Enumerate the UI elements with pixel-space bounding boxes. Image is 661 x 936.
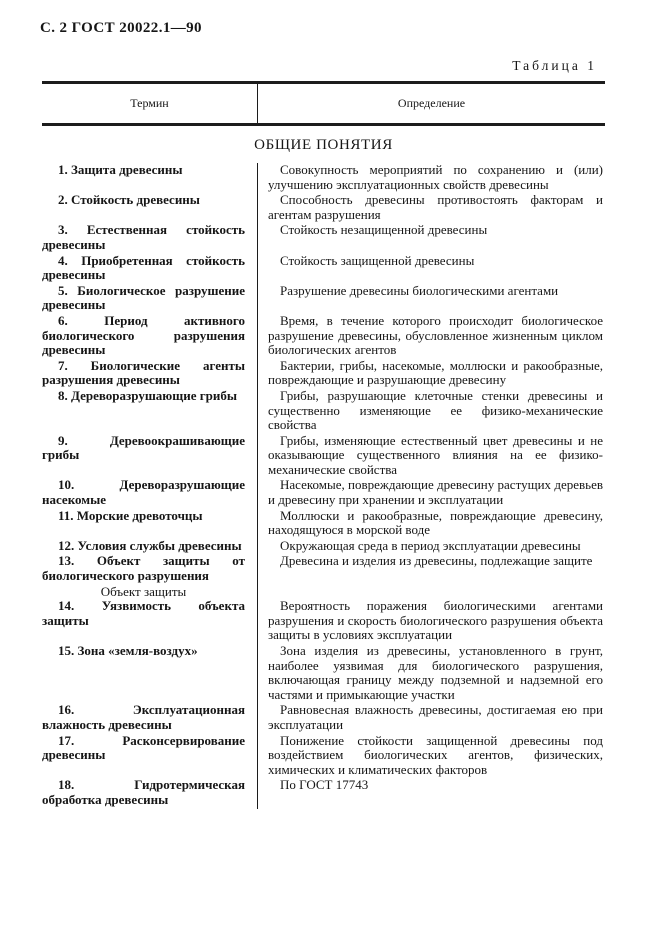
column-header-term: Термин xyxy=(42,84,258,123)
term-cell xyxy=(42,734,258,779)
term-cell xyxy=(42,193,258,223)
definition-cell xyxy=(258,254,605,284)
definition-cell xyxy=(258,734,605,779)
definition-cell xyxy=(258,359,605,389)
table-rows xyxy=(42,163,605,809)
definition-cell xyxy=(258,314,605,359)
table-row xyxy=(42,509,605,539)
definition-cell xyxy=(258,554,605,599)
table-row xyxy=(42,478,605,508)
definition-cell xyxy=(258,434,605,479)
definition-cell xyxy=(258,703,605,733)
term-cell xyxy=(42,478,258,508)
term-text: 4. Приобретенная стойкость древесины xyxy=(42,252,245,283)
term-cell xyxy=(42,223,258,253)
table-row xyxy=(42,389,605,434)
term-cell xyxy=(42,359,258,389)
term-text: 12. Условия службы древесины xyxy=(58,537,242,553)
definition-cell xyxy=(258,644,605,703)
term-cell xyxy=(42,163,258,193)
definition-cell xyxy=(258,163,605,193)
table-body xyxy=(42,126,605,809)
table-row xyxy=(42,284,605,314)
page-header: С. 2 ГОСТ 20022.1—90 xyxy=(40,20,202,36)
term-text: 10. Дереворазрушающие насекомые xyxy=(42,477,245,508)
definition-text: Грибы, изменяющие естественный цвет древесины и не оказывающие существенного влияния на ее физико-механические свойства xyxy=(268,432,603,477)
table-row xyxy=(42,599,605,644)
definition-text: По ГОСТ 17743 xyxy=(280,777,369,793)
definition-text: Древесина и изделия из древесины, подлежащие защите xyxy=(280,553,593,569)
term-text: 6. Период активного биологического разрушения древесины xyxy=(42,312,245,358)
term-text: 13. Объект защиты от биологического разрушения xyxy=(42,553,245,584)
definition-text: Разрушение древесины биологическими агентами xyxy=(280,282,559,298)
term-text: 9. Деревоокрашивающие грибы xyxy=(42,432,245,463)
table-row xyxy=(42,254,605,284)
table-label: Таблица 1 xyxy=(512,58,597,73)
definition-text: Моллюски и ракообразные, повреждающие древесину, находящуюся в морской воде xyxy=(268,507,603,538)
definition-text: Стойкость незащищенной древесины xyxy=(280,222,488,238)
definition-cell xyxy=(258,193,605,223)
term-cell xyxy=(42,254,258,284)
table-row xyxy=(42,163,605,193)
section-heading: ОБЩИЕ ПОНЯТИЯ xyxy=(254,137,393,153)
term-text: 14. Уязвимость объекта защиты xyxy=(42,598,245,628)
term-text: 3. Естественная стойкость древесины xyxy=(42,222,245,252)
definition-cell xyxy=(258,539,605,555)
term-text: 17. Расконсервирование древесины xyxy=(42,732,245,763)
table-row xyxy=(42,554,605,599)
term-text: 5. Биологическое разрушение древесины xyxy=(42,282,245,313)
table-row xyxy=(42,703,605,733)
table-row xyxy=(42,314,605,359)
term-text: 7. Биологические агенты разрушения древесины xyxy=(42,357,245,388)
definition-cell xyxy=(258,478,605,508)
definition-cell xyxy=(258,509,605,539)
term-synonym: Объект защиты xyxy=(100,583,187,599)
term-cell xyxy=(42,703,258,733)
definition-text: Зона изделия из древесины, установленного в грунт, наиболее уязвимая для биологического разрушения, включающая границу между подземной и надземной его частями и примыкающие участки xyxy=(268,643,603,702)
definition-cell xyxy=(258,778,605,808)
definition-text: Совокупность мероприятий по сохранению и (или) улучшению эксплуатационных свойств древесины xyxy=(268,162,603,192)
definition-text: Время, в течение которого происходит биологическое разрушение древесины, обусловленное жизненным циклом биологических агентов xyxy=(268,312,603,358)
definition-text: Насекомые, повреждающие древесину растущих деревьев и древесину при хранении и эксплуатации xyxy=(268,477,603,508)
definition-text: Равновесная влажность древесины, достигаемая ею при эксплуатации xyxy=(268,702,603,732)
term-cell xyxy=(42,644,258,703)
definition-text: Вероятность поражения биологическими агентами разрушения и скорость биологического разрушения объекта защиты в условиях эксплуатации xyxy=(268,598,603,643)
table-row xyxy=(42,193,605,223)
definition-cell xyxy=(258,599,605,644)
definition-text: Способность древесины противостоять факторам и агентам разрушения xyxy=(268,192,603,222)
term-text: 1. Защита древесины xyxy=(58,162,183,177)
table-row xyxy=(42,734,605,779)
definition-cell xyxy=(258,223,605,253)
term-text: 11. Морские древоточцы xyxy=(58,507,203,523)
table-row xyxy=(42,778,605,808)
column-header-definition: Определение xyxy=(397,96,466,110)
definition-text: Грибы, разрушающие клеточные стенки древесины и существенно изменяющие ее физико-механические свойства xyxy=(268,387,603,433)
definition-cell xyxy=(258,389,605,434)
term-text: 15. Зона «земля-воздух» xyxy=(58,643,198,658)
table-row xyxy=(42,644,605,703)
table-row xyxy=(42,434,605,479)
definition-text: Окружающая среда в период эксплуатации древесины xyxy=(280,537,581,553)
term-cell xyxy=(42,509,258,539)
table-row xyxy=(42,539,605,555)
table-row xyxy=(42,359,605,389)
definition-text: Бактерии, грибы, насекомые, моллюски и ракообразные, повреждающие и разрушающие древесину xyxy=(268,357,603,388)
term-cell xyxy=(42,539,258,555)
definition-cell xyxy=(258,284,605,314)
definition-text: Понижение стойкости защищенной древесины под воздействием биологических агентов, физических, химических и климатических факторов xyxy=(268,732,603,777)
term-cell xyxy=(42,314,258,359)
term-cell xyxy=(42,434,258,479)
term-text: 16. Эксплуатационная влажность древесины xyxy=(42,702,245,732)
term-cell xyxy=(42,284,258,314)
term-text: 8. Дереворазрушающие грибы xyxy=(58,387,237,403)
term-cell xyxy=(42,778,258,808)
terms-table xyxy=(42,58,605,809)
table-row xyxy=(42,223,605,253)
term-text: 18. Гидротермическая обработка древесины xyxy=(42,777,245,807)
term-cell xyxy=(42,599,258,644)
table-header-row xyxy=(42,81,605,126)
definition-text: Стойкость защищенной древесины xyxy=(280,252,475,268)
term-text: 2. Стойкость древесины xyxy=(58,192,200,208)
term-cell xyxy=(42,389,258,434)
term-cell xyxy=(42,554,258,599)
